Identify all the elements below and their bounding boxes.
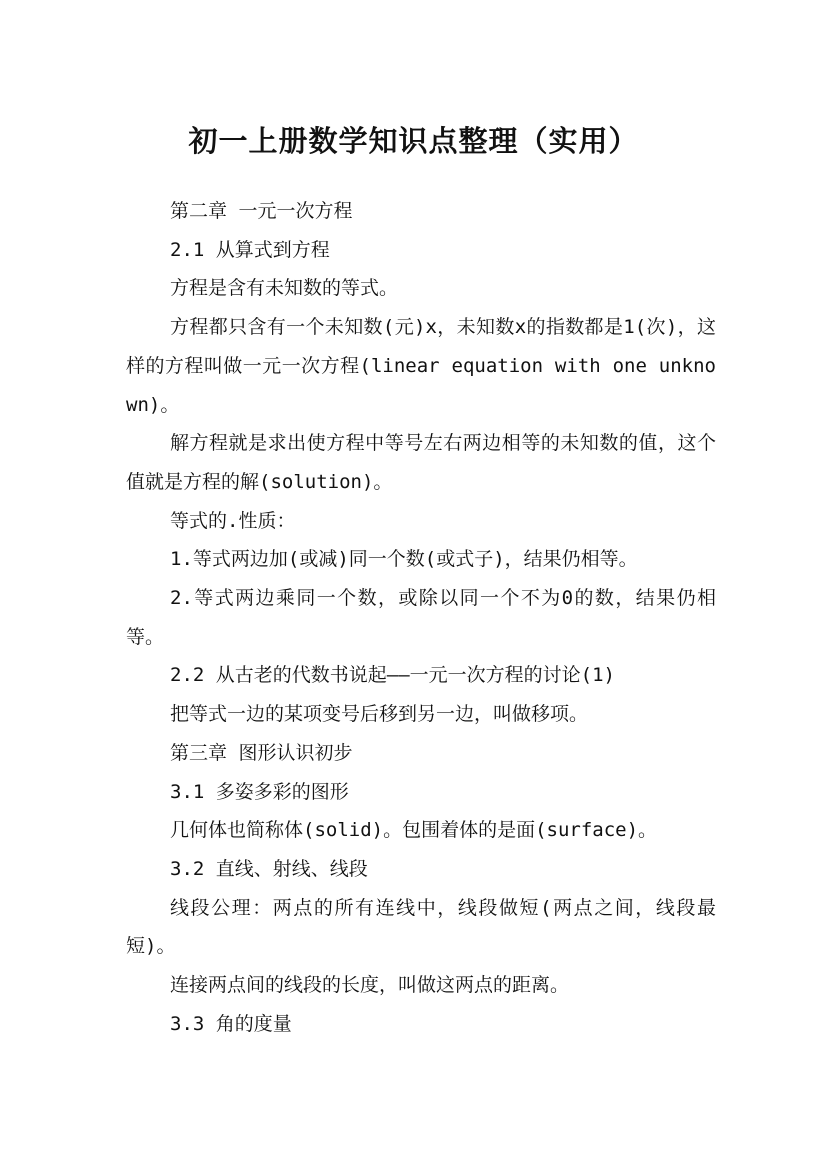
paragraph: 把等式一边的某项变号后移到另一边，叫做移项。 bbox=[170, 703, 589, 726]
list-item: 1.等式两边加(或减)同一个数(或式子)，结果仍相等。 bbox=[170, 548, 638, 571]
list-item: 2.等式两边乘同一个数，或除以同一个不为0的数，结果仍相等。 bbox=[126, 587, 716, 648]
section-heading: 3.3 角的度量 bbox=[170, 1012, 292, 1035]
chapter-heading: 第二章 一元一次方程 bbox=[170, 200, 353, 222]
section-heading: 2.2 从古老的代数书说起——一元一次方程的讨论(1) bbox=[170, 664, 615, 687]
paragraph: 方程都只含有一个未知数(元)x，未知数x的指数都是1(次)，这样的方程叫做一元一次方程(linear equation with one unknown)。 bbox=[126, 316, 716, 416]
section-heading: 3.1 多姿多彩的图形 bbox=[170, 780, 349, 803]
paragraph: 解方程就是求出使方程中等号左右两边相等的未知数的值，这个值就是方程的解(solution)。 bbox=[126, 432, 716, 493]
paragraph: 连接两点间的线段的长度，叫做这两点的距离。 bbox=[170, 974, 570, 997]
paragraph: 线段公理：两点的所有连线中，线段做短(两点之间，线段最短)。 bbox=[126, 896, 716, 958]
chapter-heading: 第三章 图形认识初步 bbox=[170, 741, 353, 764]
document-body bbox=[126, 192, 716, 1043]
section-heading: 3.2 直线、射线、线段 bbox=[170, 857, 368, 880]
paragraph: 等式的.性质： bbox=[170, 509, 296, 532]
section-heading: 2.1 从算式到方程 bbox=[170, 238, 330, 261]
document-title: 初一上册数学知识点整理（实用） bbox=[188, 124, 639, 159]
paragraph: 几何体也简称体(solid)。包围着体的是面(surface)。 bbox=[170, 819, 658, 842]
paragraph: 方程是含有未知数的等式。 bbox=[170, 277, 399, 300]
